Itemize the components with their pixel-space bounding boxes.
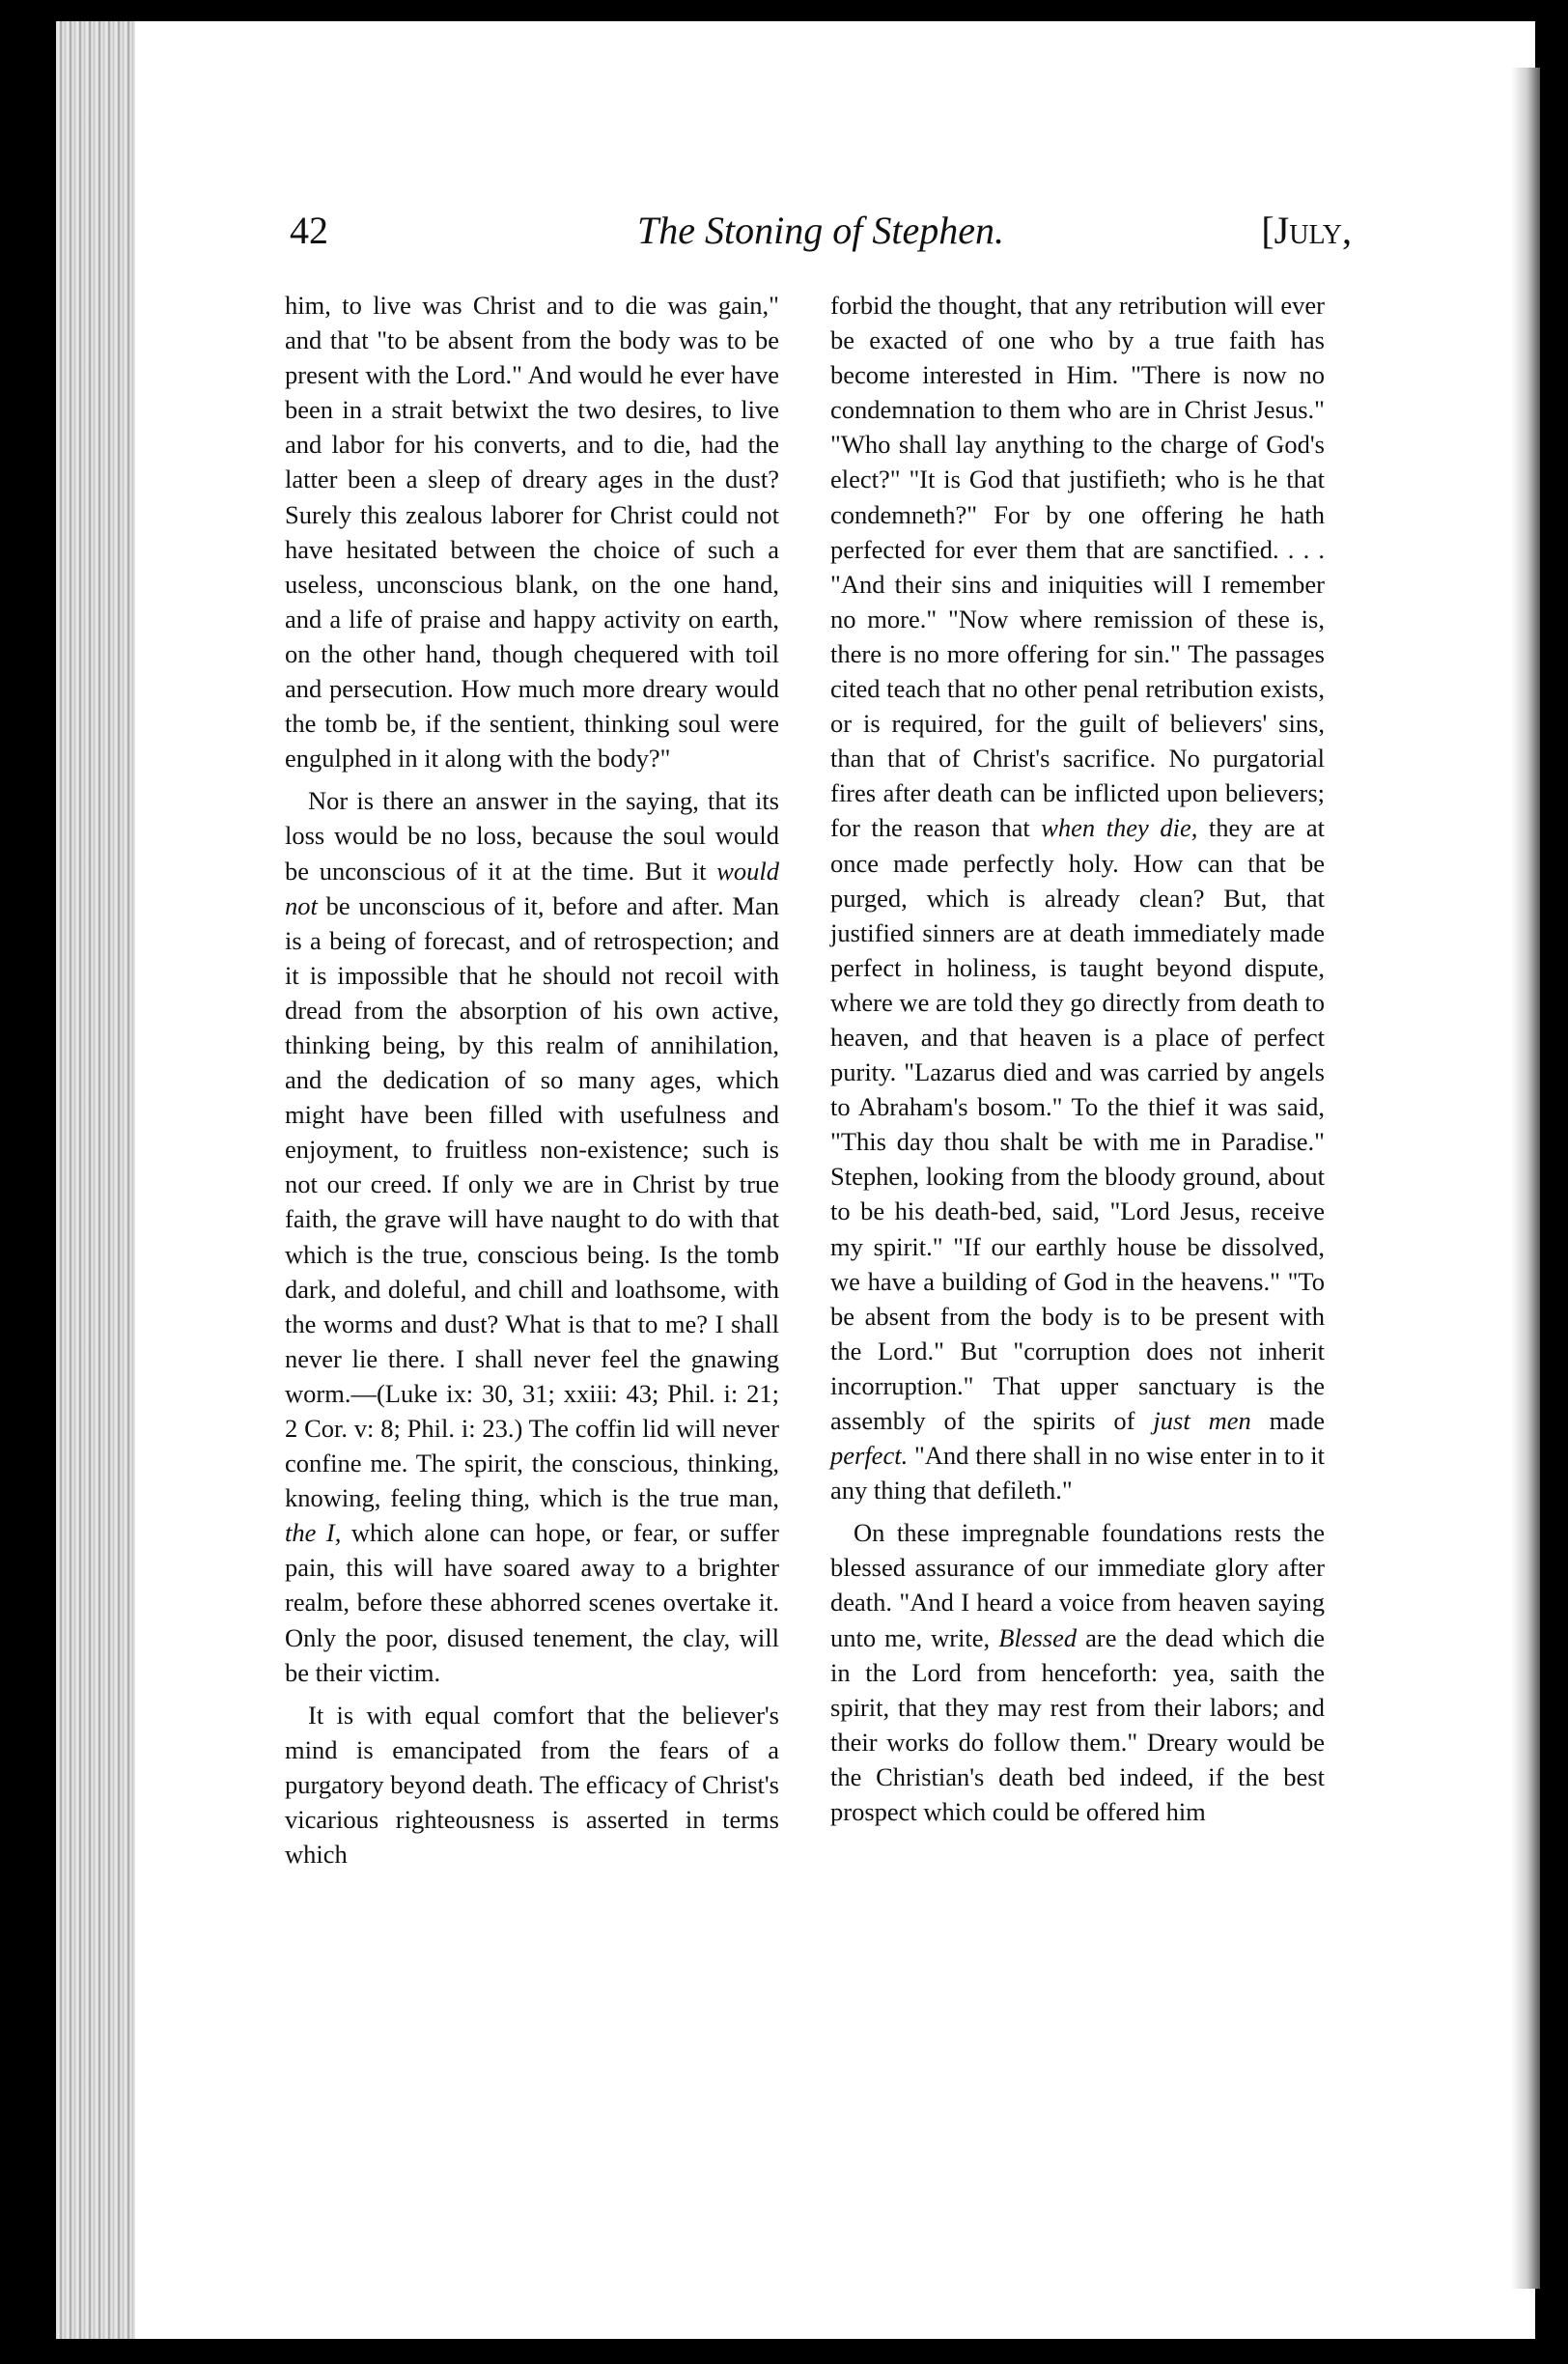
left-paragraph-1 xyxy=(285,288,779,775)
running-head xyxy=(290,208,1352,266)
italic-run: just men xyxy=(1153,1406,1251,1435)
text-run: him, to live was Christ and to die was gain," and that "to be absent from the body was to be present with the Lord." And would he ever have been in a strait betwixt the two desires, to live and labor for his converts, and to die, had the latter been a sleep of dreary ages in the dust? Surely this zealous laborer for Christ could not have hesitated between the choice of such a useless, unconscious blank, on the one hand, and a life of praise and happy activity on earth, on the other hand, though chequered with toil and persecution. How much more dreary would the tomb be, if the sentient, thinking soul were engulphed in it along with the body?" xyxy=(285,291,779,774)
text-run: It is with equal comfort that the believer's mind is emancipated from the fears of a purgatory beyond death. The efficacy of Christ's vicarious righteousness is asserted in terms which xyxy=(285,1700,779,1870)
text-run: be unconscious of it, before and after. Man is a being of forecast, and of retrospection; and it is impossible that he should not recoil with dread from the absorption of his own active, thinking being, by this realm of annihilation, and the dedication of so many ages, which might have been filled with usefulness and enjoyment, to fruitless non-existence; such is not our creed. If only we are in Christ by true faith, the grave will have naught to do with that which is the true, conscious being. Is the tomb dark, and doleful, and chill and loathsome, with the worms and dust? What is that to me? I shall never lie there. I shall never feel the gnawing worm.—(Luke ix: 30, 31; xxiii: 43; Phil. i: 21; 2 Cor. v: 8; Phil. i: 23.) The coffin lid will never confine me. The spirit, the conscious, thinking, knowing, feeling thing, which is the true man, xyxy=(285,890,779,1513)
left-paragraph-2 xyxy=(285,783,779,1689)
text-run: they are at once made perfectly holy. How can that be purged, which is already clean? But, that justified sinners are at death immediately made perfect in holiness, is taught beyond dispute, where we are told they go directly from death to heaven, and that heaven is a place of perfect purity. "Lazarus died and was carried by angels to Abraham's bosom." To the thief it was said, "This day thou shalt be with me in Paradise." Stephen, looking from the bloody ground, about to be his death-bed, said, "Lord Jesus, receive my spirit." "If our earthly house be dissolved, we have a building of God in the heavens." "To be absent from the body is to be present with the Lord." But "corruption does not inherit incorruption." That upper sanctuary is the assembly of the spirits of xyxy=(830,813,1325,1435)
text-run: are the dead which die in the Lord from henceforth: yea, saith the spirit, that they may rest from their labors; and their works do follow them." Dreary would be the Christian's death bed indeed, if the best prospect which could be offered him xyxy=(830,1622,1326,1827)
italic-run: when they die, xyxy=(1041,813,1198,843)
text-run: which alone can hope, or fear, or suffer pain, this will have soared away to a brighter realm, before these abhorred scenes overtake it. Only the poor, disused tenement, the clay, will be their victim. xyxy=(285,1518,779,1687)
running-title: The Stoning of Stephen. xyxy=(637,209,1004,252)
text-run: forbid the thought, that any retribution will ever be exacted of one who by a true faith has become interested in Him. "There is now no condemnation to them who are in Christ Jesus." "Who shall lay anything to the charge of God's elect?" "It is God that justifieth; who is he that condemneth?" For by one offering he hath perfected for ever them that are sanctified. . . . "And their sins and iniquities will I remember no more." "Now where remission of these is, there is no more offering for sin." The passages cited teach that no other penal retribution exists, or is required, for the guilt of believers' sins, than that of Christ's sacrifice. No purgatorial fires after death can be inflicted upon believers; for the reason that xyxy=(830,291,1325,843)
left-paragraph-3 xyxy=(285,1698,779,1872)
italic-run: perfect. xyxy=(830,1441,909,1471)
text-run: On these impregnable foundations rests the blessed assurance of our immediate glory after death. "And I heard a voice from heaven saying unto me, write, xyxy=(830,1518,1325,1652)
page-gutter-shadow xyxy=(1511,68,1540,2289)
right-paragraph-2 xyxy=(830,1515,1325,1829)
right-paragraph-1 xyxy=(830,288,1325,1507)
running-month: [July, xyxy=(1261,209,1352,252)
text-run: "And there shall in no wise enter in to it any thing that defileth." xyxy=(830,1441,1325,1506)
page-number: 42 xyxy=(290,209,328,252)
italic-run: would not xyxy=(285,856,779,920)
italic-run: Blessed xyxy=(998,1622,1078,1652)
book-page-edges xyxy=(56,21,143,2339)
left-column xyxy=(285,288,779,1872)
text-run: Nor is there an answer in the saying, that its loss would be no loss, because the soul would be unconscious of it at the time. But it xyxy=(285,786,779,886)
text-run: made xyxy=(1250,1406,1325,1435)
italic-run: the I, xyxy=(285,1518,342,1548)
right-column xyxy=(830,288,1325,1829)
